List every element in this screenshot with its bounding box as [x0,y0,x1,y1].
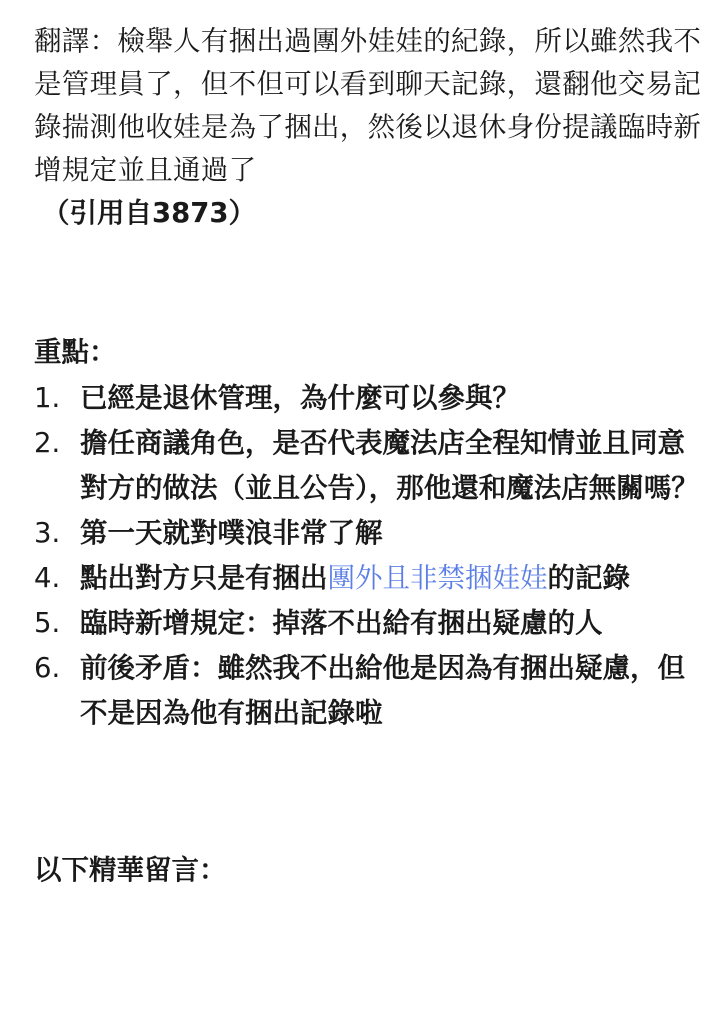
key-points-heading: 重點： [34,336,117,368]
list-item-text: 擔任商議角色，是否代表魔法店全程知情並且同意對方的做法（並且公告），那他還和魔法店無關嗎？ [80,427,699,504]
list-item [34,601,706,646]
list-item-text: 前後矛盾：雖然我不出給他是因為有捆出疑慮，但不是因為他有捆出記錄啦 [80,652,685,729]
list-item-text-after: 的記錄 [547,562,630,594]
list-item-number: 1. [34,382,61,414]
key-points-list [34,376,706,736]
list-item [34,421,706,511]
list-item [34,646,706,736]
list-item-text: 已經是退休管理，為什麼可以參與？ [80,382,520,414]
list-item-number: 6. [34,652,61,684]
article-body [34,20,706,892]
highlight-comments-heading: 以下精華留言： [34,854,227,886]
list-item-text: 第一天就對噗浪非常了解 [80,517,383,549]
spacer [34,235,706,331]
list-item [34,556,706,601]
list-item [34,376,706,421]
list-item-number: 2. [34,427,61,459]
quote-citation: （引用自3873） [42,197,257,229]
list-item-text-before: 點出對方只是有捆出 [80,562,328,594]
translation-paragraph: 翻譯：檢舉人有捆出過團外娃娃的紀錄，所以雖然我不是管理員了，但不但可以看到聊天記錄，還翻他交易記錄揣測他收娃是為了捆出，然後以退休身份提議臨時新增規定並且通過了 [34,25,702,186]
list-item-text: 臨時新增規定：掉落不出給有捆出疑慮的人 [80,607,603,639]
list-item-number: 5. [34,607,61,639]
list-item-number: 3. [34,517,61,549]
list-item [34,511,706,556]
list-item-number: 4. [34,562,61,594]
spacer [34,736,706,849]
tag-link[interactable]: 團外且非禁捆娃娃 [327,562,548,594]
